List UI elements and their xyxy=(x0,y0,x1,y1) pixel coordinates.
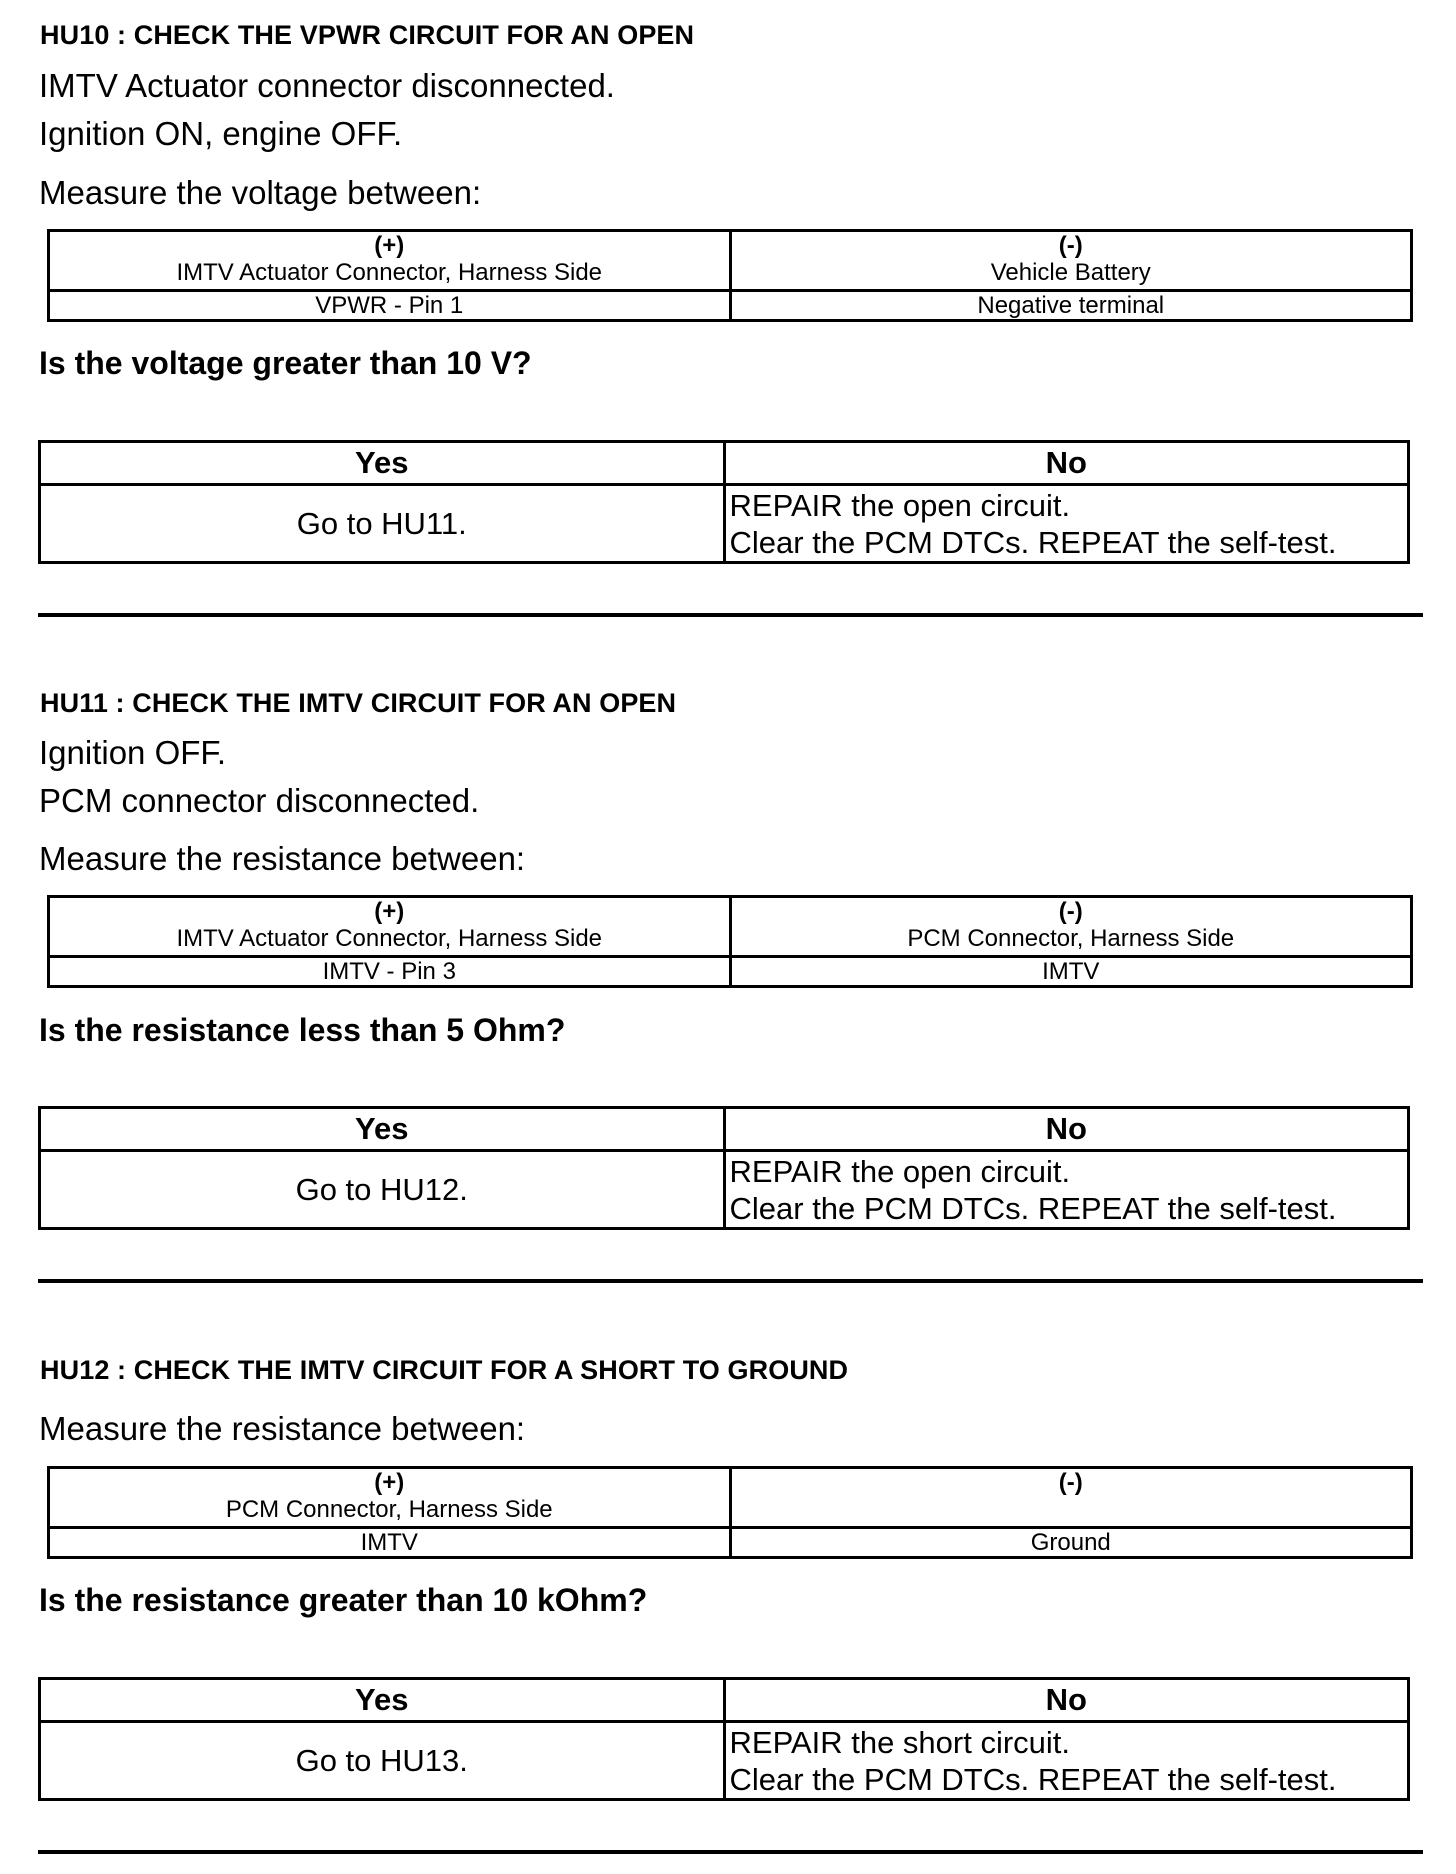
positive-probe-header xyxy=(49,1468,731,1528)
step-hu10-decision-table xyxy=(38,440,1410,564)
positive-probe-value: IMTV - Pin 3 xyxy=(49,957,731,987)
yes-header: Yes xyxy=(40,1679,725,1722)
step-hu10-condition-2: Ignition ON, engine OFF. xyxy=(39,115,403,152)
yes-action: Go to HU11. xyxy=(40,485,725,563)
step-hu10-condition-1: IMTV Actuator connector disconnected. xyxy=(39,67,615,104)
no-action-line-1: REPAIR the open circuit. xyxy=(729,487,1071,523)
step-hu11-measure-label: Measure the resistance between: xyxy=(39,840,526,877)
no-action xyxy=(724,1722,1409,1800)
positive-probe-label: IMTV Actuator Connector, Harness Side xyxy=(176,259,603,286)
negative-probe-value: IMTV xyxy=(730,957,1412,987)
positive-sign: (+) xyxy=(374,1469,405,1496)
step-hu10-measure-label: Measure the voltage between: xyxy=(39,174,482,211)
no-action-line-2: Clear the PCM DTCs. REPEAT the self-test. xyxy=(729,524,1337,560)
no-header: No xyxy=(724,1108,1409,1151)
negative-probe-label: PCM Connector, Harness Side xyxy=(907,925,1235,952)
positive-probe-header xyxy=(49,897,731,957)
step-hu12-title: HU12 : CHECK THE IMTV CIRCUIT FOR A SHORT TO GROUND xyxy=(40,1355,849,1385)
positive-probe-value: IMTV xyxy=(49,1528,731,1558)
step-hu11-condition-1: Ignition OFF. xyxy=(39,734,227,771)
yes-action: Go to HU13. xyxy=(40,1722,725,1800)
negative-probe-header xyxy=(730,1468,1412,1528)
step-hu12-measurement-table xyxy=(47,1466,1413,1559)
positive-sign: (+) xyxy=(374,232,405,259)
step-hu12-decision-table xyxy=(38,1677,1410,1801)
step-hu11-question: Is the resistance less than 5 Ohm? xyxy=(39,1012,566,1048)
section-divider xyxy=(38,613,1423,617)
no-header: No xyxy=(724,1679,1409,1722)
no-action-line-1: REPAIR the short circuit. xyxy=(729,1724,1071,1760)
no-action-line-1: REPAIR the open circuit. xyxy=(729,1153,1071,1189)
yes-header: Yes xyxy=(40,1108,725,1151)
no-action xyxy=(724,485,1409,563)
negative-sign: (-) xyxy=(1058,232,1083,259)
negative-probe-value: Ground xyxy=(730,1528,1412,1558)
step-hu10-question: Is the voltage greater than 10 V? xyxy=(39,345,532,381)
section-divider xyxy=(38,1279,1423,1283)
negative-probe-header xyxy=(730,897,1412,957)
negative-sign: (-) xyxy=(1058,898,1083,925)
yes-action: Go to HU12. xyxy=(40,1151,725,1229)
positive-sign: (+) xyxy=(374,898,405,925)
step-hu10-measurement-table xyxy=(47,229,1413,322)
step-hu11-decision-table xyxy=(38,1106,1410,1230)
no-header: No xyxy=(724,442,1409,485)
yes-header: Yes xyxy=(40,442,725,485)
step-hu12-measure-label: Measure the resistance between: xyxy=(39,1410,526,1447)
no-action-line-2: Clear the PCM DTCs. REPEAT the self-test. xyxy=(729,1190,1337,1226)
section-divider xyxy=(38,1850,1423,1854)
step-hu10-title: HU10 : CHECK THE VPWR CIRCUIT FOR AN OPEN xyxy=(40,20,695,50)
positive-probe-header xyxy=(49,231,731,291)
negative-probe-label: Vehicle Battery xyxy=(990,259,1151,286)
step-hu12-question: Is the resistance greater than 10 kOhm? xyxy=(39,1582,648,1618)
no-action-line-2: Clear the PCM DTCs. REPEAT the self-test. xyxy=(729,1761,1337,1797)
step-hu11-measurement-table xyxy=(47,895,1413,988)
positive-probe-label: IMTV Actuator Connector, Harness Side xyxy=(176,925,603,952)
step-hu11-title: HU11 : CHECK THE IMTV CIRCUIT FOR AN OPEN xyxy=(40,688,677,718)
positive-probe-label: PCM Connector, Harness Side xyxy=(225,1496,553,1523)
positive-probe-value: VPWR - Pin 1 xyxy=(49,291,731,321)
negative-probe-header xyxy=(730,231,1412,291)
no-action xyxy=(724,1151,1409,1229)
negative-sign: (-) xyxy=(1058,1469,1083,1496)
negative-probe-value: Negative terminal xyxy=(730,291,1412,321)
step-hu11-condition-2: PCM connector disconnected. xyxy=(39,782,480,819)
